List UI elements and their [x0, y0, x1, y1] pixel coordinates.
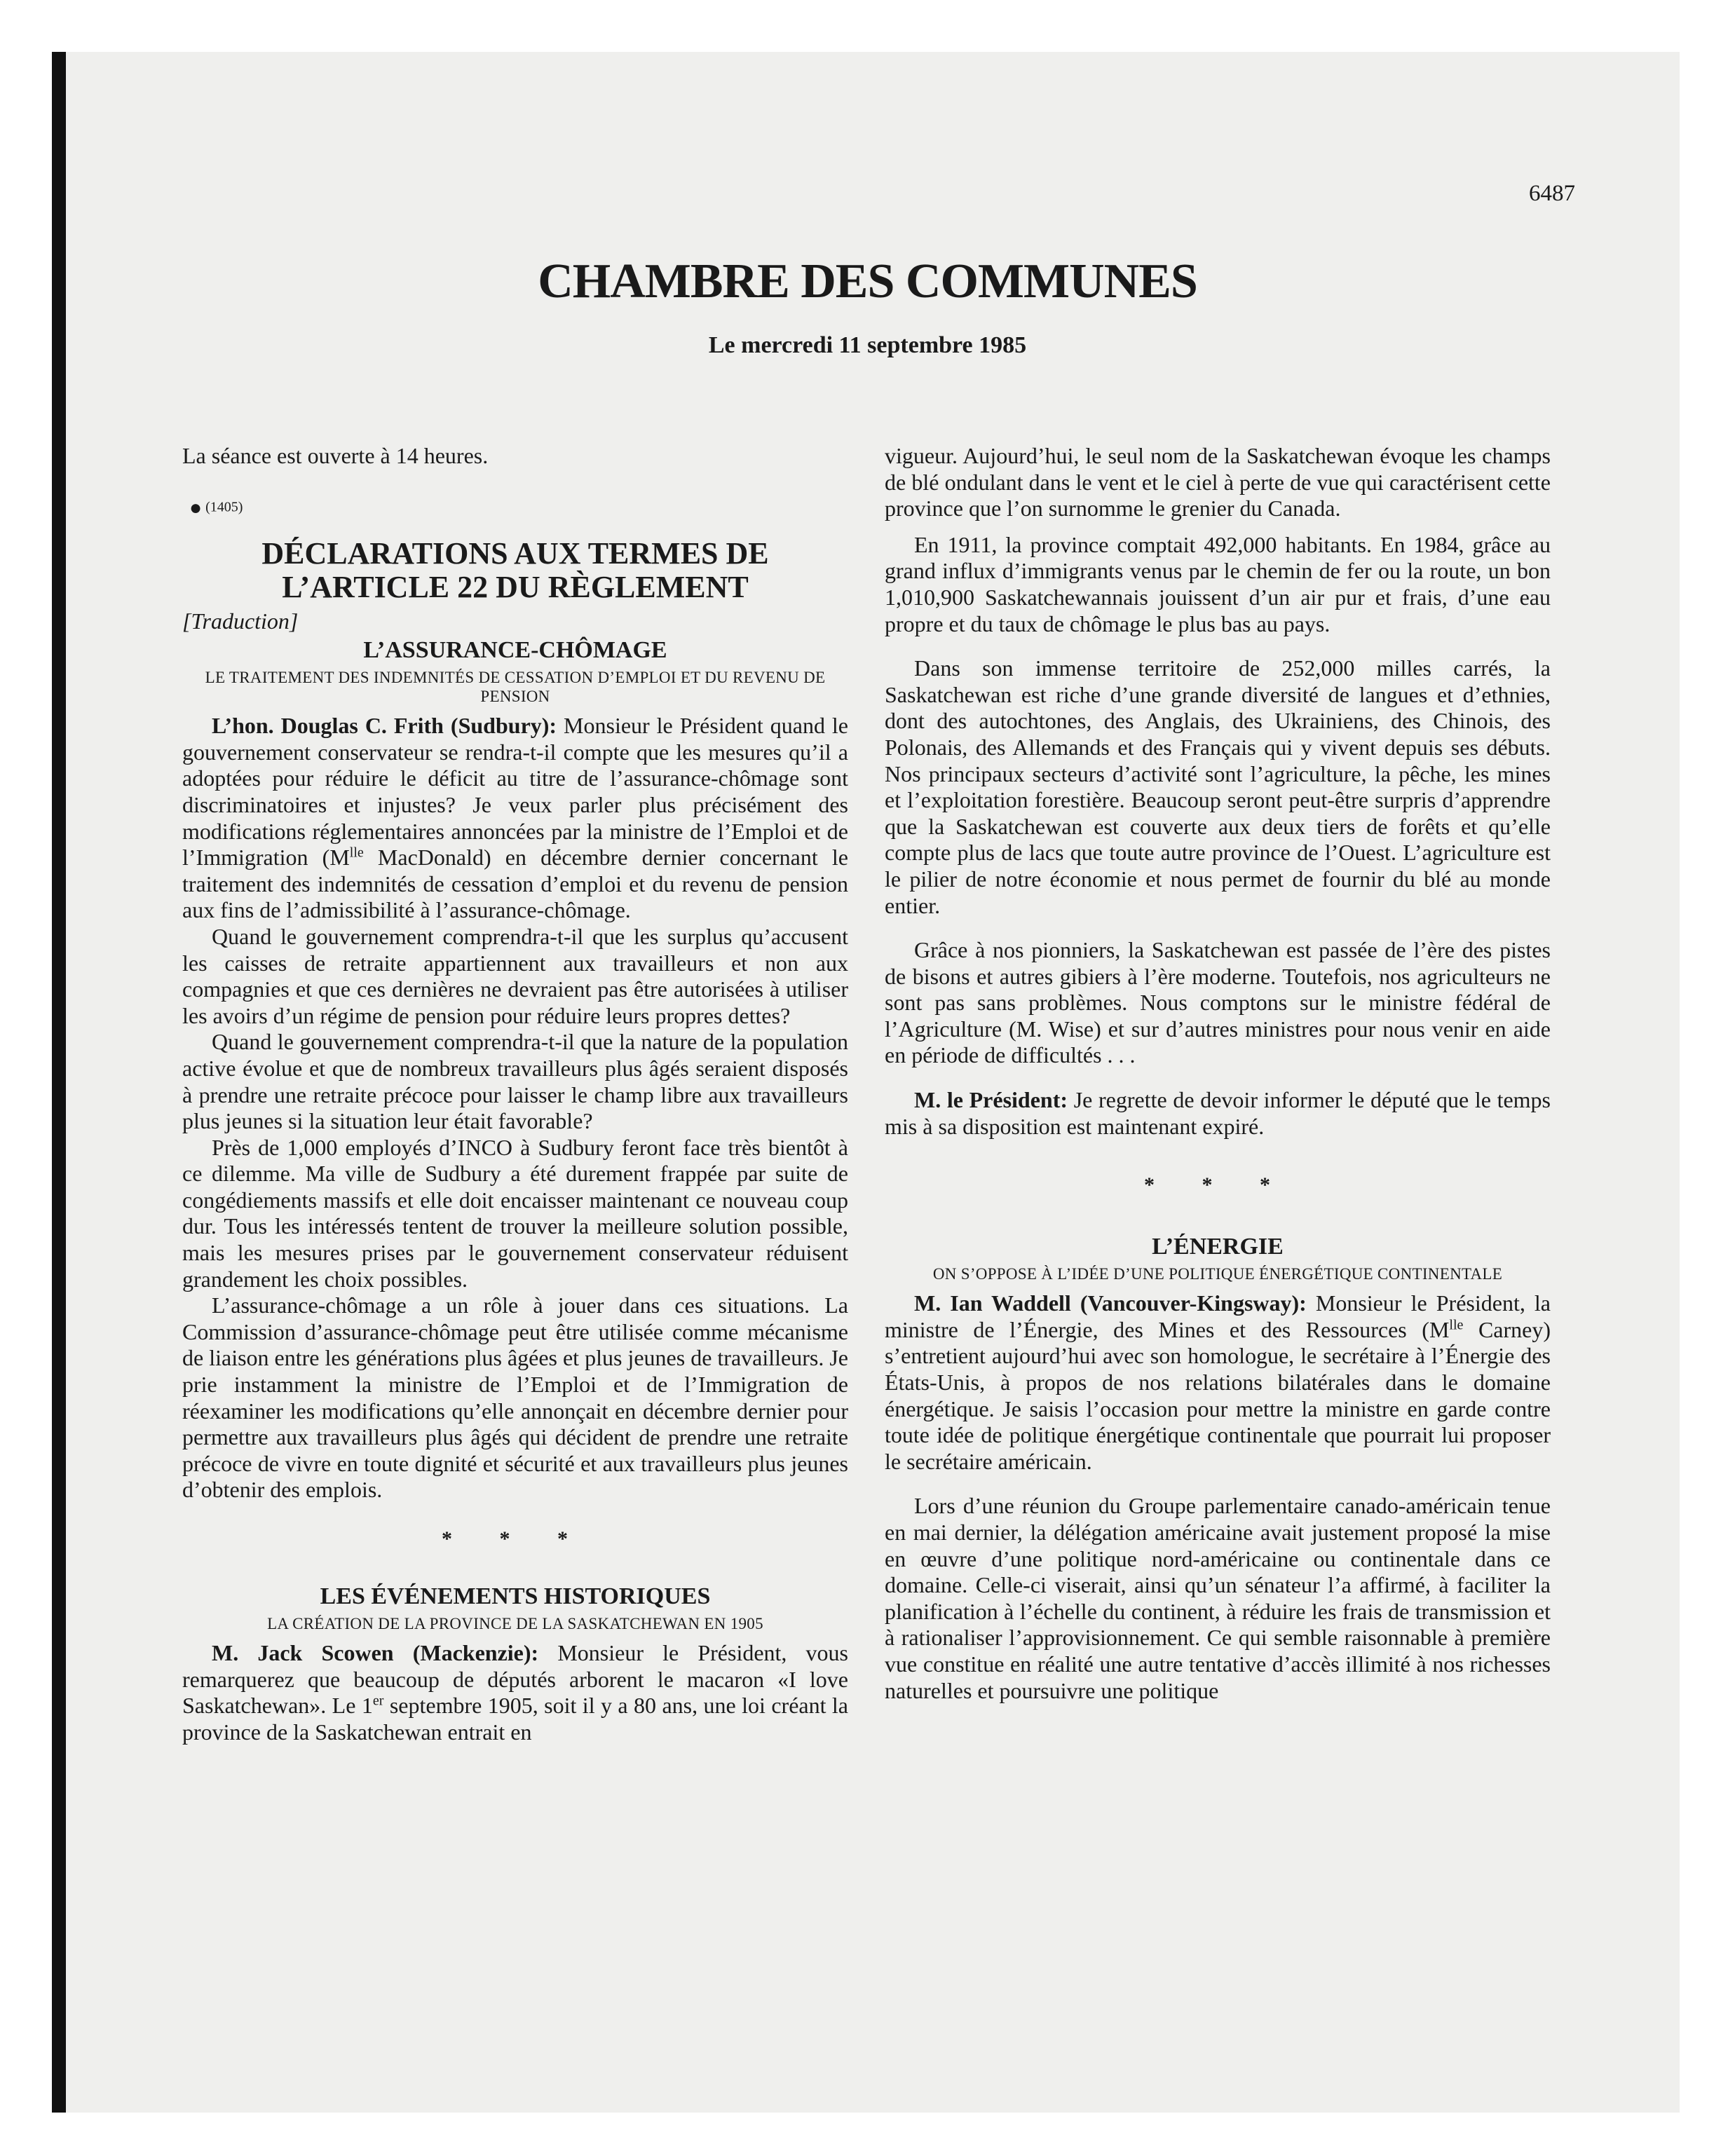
paragraph-text: Carney) s’entretient aujourd’hui avec son homologue, le secrétaire à l’Énergie des États-Unis, à propos de nos relations bilatérales dans le domaine énergétique. Je saisis l’occasion pour mettre la ministre en garde contre toute idée de politique énergétique continentale que pourrait lui proposer le secrétaire américain.	[885, 1316, 1551, 1474]
paragraph: En 1911, la province comptait 492,000 habitants. En 1984, grâce au grand influx d’immigrants venus par le chemin de fer ou la route, un bon 1,010,900 Saskatchewannais jouissent d’un air pur et frais, d’une eau propre et du taux de chômage le plus bas au pays.	[885, 531, 1551, 636]
right-column	[885, 443, 1551, 1704]
section-separator: * * *	[442, 1527, 589, 1550]
timestamp	[189, 496, 848, 520]
paragraph	[182, 1640, 848, 1745]
paragraph-text: Monsieur le Président, vous remarquerez que beaucoup de députés arborent le macaron «I love Saskatchewan». Le 1	[182, 1640, 849, 1719]
binding-edge	[52, 52, 66, 2113]
paragraph: L’assurance-chômage a un rôle à jouer dans ces situations. La Commission d’assurance-chômage peut être utilisée comme mécanisme de liaison entre les générations plus âgées et plus jeunes de travailleurs. Je prie instamment la ministre de l’Emploi et de l’Immigration de réexaminer les modifications qu’elle annonçait en décembre dernier pour permettre aux travailleurs plus âgés qui décident de prendre une retraite précoce de vivre en toute dignité et sécurité et aux travailleurs plus jeunes d’obtenir des emplois.	[182, 1292, 848, 1503]
paragraph-text: Monsieur le Président, la ministre de l’Énergie, des Mines et des Ressources (M	[885, 1290, 1551, 1342]
paragraph-text: Monsieur le Président quand le gouvernement conservateur se rendra-t-il compte que les mesures qu’il a adoptées pour réduire le déficit au titre de l’assurance-chômage sont discriminatoires et injustes? Je veux parler plus précisément des modifications réglementaires annoncées par la ministre de l’Emploi et de l’Immigration (M	[182, 713, 849, 871]
paragraph	[885, 1087, 1551, 1140]
superscript: lle	[1449, 1317, 1464, 1333]
section-title-line1: DÉCLARATIONS AUX TERMES DE	[261, 535, 769, 571]
subject-heading-unemployment: L’ASSURANCE-CHÔMAGE	[363, 637, 667, 664]
paragraph: Près de 1,000 employés d’INCO à Sudbury feront face très bientôt à ce dilemme. Ma ville de Sudbury a été durement frappée par suite de congédiements massifs et elle doit encaisser maintenant ce nouveau coup dur. Tous les intéressés tentent de trouver la meilleure solution possible, mais les mesures prises par le gouvernement conservateur réduisent grandement les choix possibles.	[182, 1134, 848, 1292]
speaker-name: M. Jack Scowen (Mackenzie):	[212, 1640, 539, 1665]
left-column	[182, 443, 848, 1745]
paragraph-text: Je regrette de devoir informer le député que le temps mis à sa disposition est maintenant expiré.	[885, 1087, 1551, 1139]
subject-heading-energy: L’ÉNERGIE	[1152, 1234, 1284, 1260]
section-separator: * * *	[1144, 1173, 1291, 1197]
paragraph: Grâce à nos pionniers, la Saskatchewan est passée de l’ère des pistes de bisons et autres gibiers à l’ère moderne. Toutefois, nos agriculteurs ne sont pas sans problèmes. Nous comptons sur le ministre fédéral de l’Agriculture (M. Wise) et sur d’autres ministres pour nous venir en aide en période de difficultés . . .	[885, 937, 1551, 1068]
paragraph	[182, 713, 848, 924]
subheading-saskatchewan: LA CRÉATION DE LA PROVINCE DE LA SASKATCHEWAN EN 1905	[267, 1615, 763, 1632]
superscript: er	[372, 1693, 384, 1709]
opening-line	[182, 443, 848, 470]
subject-heading-historic-events: LES ÉVÉNEMENTS HISTORIQUES	[320, 1583, 711, 1609]
page-title: CHAMBRE DES COMMUNES	[538, 254, 1197, 308]
opening-text: La séance est ouverte à 14 heures.	[182, 443, 489, 468]
subheading-severance: LE TRAITEMENT DES INDEMNITÉS DE CESSATION D’EMPLOI ET DU REVENU DE PENSION	[205, 669, 826, 706]
superscript: lle	[349, 845, 364, 861]
paragraph	[885, 1290, 1551, 1475]
paragraph: Lors d’une réunion du Groupe parlementaire canado-américain tenue en mai dernier, la délégation américaine avait justement proposé la mise en œuvre d’une politique nord-américaine ou continentale dans ce domaine. Celle-ci viserait, ainsi qu’un sénateur l’a affirmé, à faciliter la planification à l’échelle du continent, à réduire les frais de transmission et à rationaliser l’approvisionnement. Ce qui semble raisonnable à première vue constitue en réalité une autre tentative d’accès illimité à nos richesses naturelles et poursuivre une politique	[885, 1493, 1551, 1703]
paragraph: vigueur. Aujourd’hui, le seul nom de la Saskatchewan évoque les champs de blé ondulant dans le vent et le ciel à perte de vue qui caractérisent cette province que l’on surnomme le grenier du Canada.	[885, 443, 1551, 521]
page-number: 6487	[1529, 181, 1575, 206]
paragraph: Quand le gouvernement comprendra-t-il que les surplus qu’accusent les caisses de retraite appartiennent aux travailleurs et non aux compagnies et que ces dernières ne devraient pas être autorisées à utiliser les avoirs d’un régime de pension pour réduire leurs propres dettes?	[182, 923, 848, 1028]
paragraph: Quand le gouvernement comprendra-t-il que la nature de la population active évolue et que de nombreux travailleurs plus âgés seraient disposés à prendre une retraite précoce pour laisser le champ libre aux travailleurs plus jeunes si la situation leur était favorable?	[182, 1029, 848, 1134]
paragraph-text: septembre 1905, soit il y a 80 ans, une loi créant la province de la Saskatchewan entrait en	[182, 1693, 849, 1745]
speaker-name: L’hon. Douglas C. Frith (Sudbury):	[212, 713, 557, 739]
timestamp-text: (1405)	[205, 499, 243, 515]
translation-text: [Traduction]	[182, 608, 299, 634]
paragraph: Dans son immense territoire de 252,000 milles carrés, la Saskatchewan est riche d’une grande diversité de langues et d’ethnies, dont des autochtones, des Anglais, des Ukrainiens, des Chinois, des Polonais, des Allemands et des Français qui y vivent depuis ses débuts. Nos principaux secteurs d’activité sont l’agriculture, la pêche, les mines et l’exploitation forestière. Beaucoup seront peut-être surpris d’apprendre que la Saskatchewan est couverte aux deux tiers de forêts et qu’elle compte plus de lacs que toute autre province de l’Ouest. L’agriculture est le pilier de notre économie et nous permet de fournir du blé au monde entier.	[885, 655, 1551, 918]
bullet-icon: ●	[189, 496, 203, 519]
subheading-continental-policy: ON S’OPPOSE À L’IDÉE D’UNE POLITIQUE ÉNERGÉTIQUE CONTINENTALE	[932, 1265, 1503, 1283]
speaker-name: M. Ian Waddell (Vancouver-Kingsway):	[914, 1290, 1307, 1316]
paragraph-text: MacDonald) en décembre dernier concernant le traitement des indemnités de cessation d’emploi et du revenu de pension aux fins de l’admissibilité à l’assurance-chômage.	[182, 845, 849, 923]
sitting-date: Le mercredi 11 septembre 1985	[708, 332, 1027, 358]
section-title-line2: L’ARTICLE 22 DU RÈGLEMENT	[282, 569, 749, 604]
speaker-name: M. le Président:	[914, 1087, 1068, 1113]
translation-note	[182, 608, 848, 635]
